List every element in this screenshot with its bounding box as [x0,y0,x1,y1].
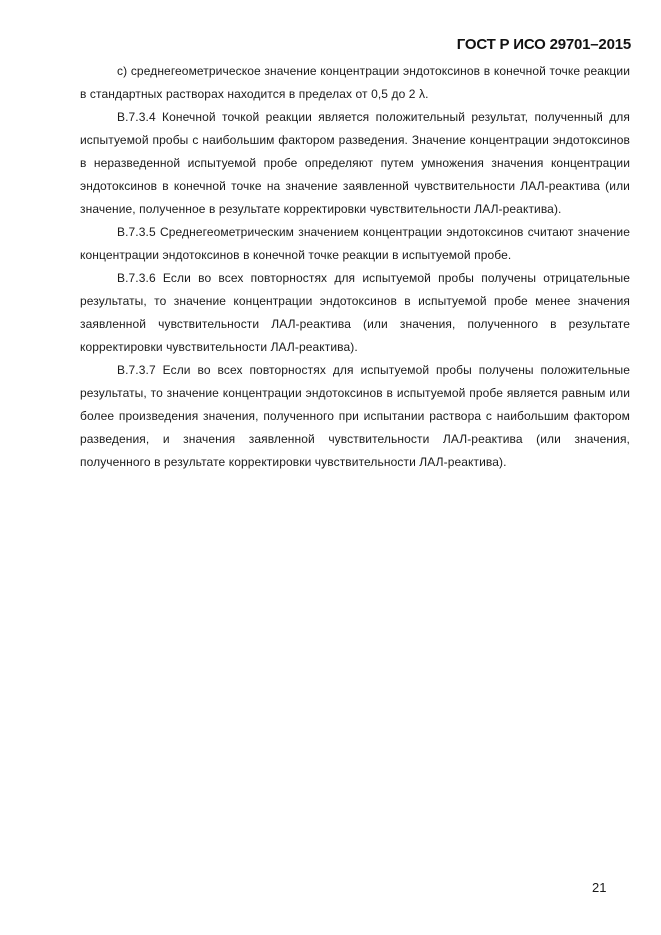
paragraph-b-7-3-7: В.7.3.7 Если во всех повторностях для испытуемой пробы получены положительные результаты, то значение концентрации эндотоксинов в испытуемой пробе является равным или более произведения значения, полученного при испытании раствора с наибольшим фактором разведения, и значения заявленной чувствительности ЛАЛ-реактива (или значения, полученного в результате корректировки чувствительности ЛАЛ-реактива). [80,363,630,469]
paragraph-b-7-3-5: В.7.3.5 Среднегеометрическим значением концентрации эндотоксинов считают значение концентрации эндотоксинов в конечной точке реакции в испытуемой пробе. [80,225,630,262]
paragraph-c: с) среднегеометрическое значение концентрации эндотоксинов в конечной точке реакции в стандартных растворах находится в пределах от 0,5 до 2 λ. [80,64,630,101]
document-body [80,60,630,474]
paragraph-b-7-3-6: В.7.3.6 Если во всех повторностях для испытуемой пробы получены отрицательные результаты, то значение концентрации эндотоксинов в испытуемой пробе менее значения заявленной чувствительности ЛАЛ-реактива (или значения, полученного в результате корректировки чувствительности ЛАЛ-реактива). [80,271,630,354]
paragraph-b-7-3-4: В.7.3.4 Конечной точкой реакции является положительный результат, полученный для испытуемой пробы с наибольшим фактором разведения. Значение концентрации эндотоксинов в неразведенной испытуемой пробе определяют путем умножения значения концентрации эндотоксинов в конечной точке на значение заявленной чувствительности ЛАЛ-реактива (или значение, полученное в результате корректировки чувствительности ЛАЛ-реактива). [80,110,630,216]
page-number: 21 [592,880,607,895]
page-header-standard-code: ГОСТ Р ИСО 29701–2015 [456,36,631,53]
